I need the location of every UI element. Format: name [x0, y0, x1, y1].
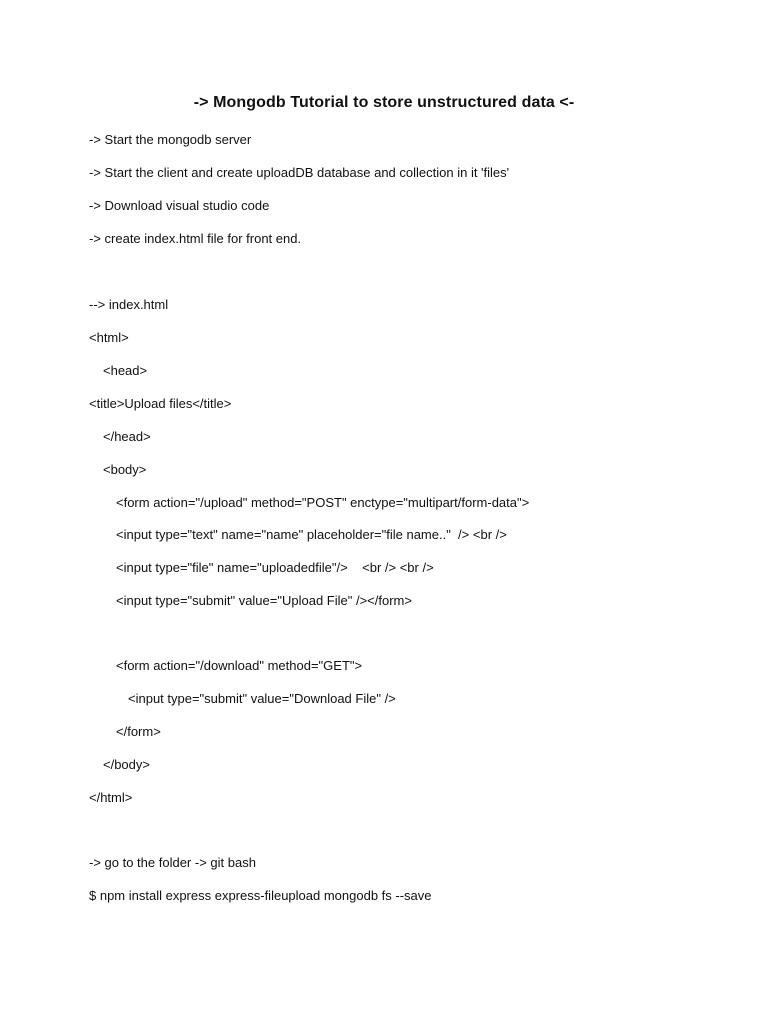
- code-line: </body>: [103, 757, 150, 772]
- npm-install-command: $ npm install express express-fileupload mongodb fs --save: [89, 888, 432, 903]
- code-line: <html>: [89, 330, 129, 345]
- code-line: <input type="file" name="uploadedfile"/> <br /> <br />: [116, 560, 434, 575]
- code-line: <body>: [103, 462, 147, 477]
- step-start-server: -> Start the mongodb server: [89, 132, 252, 147]
- code-line: <form action="/upload" method="POST" enctype="multipart/form-data">: [116, 495, 530, 510]
- code-line: <head>: [103, 363, 148, 378]
- code-line: </form>: [116, 724, 161, 739]
- step-create-database: -> Start the client and create uploadDB database and collection in it 'files': [89, 165, 510, 180]
- code-heading: --> index.html: [89, 297, 169, 312]
- step-download-vscode: -> Download visual studio code: [89, 198, 270, 213]
- code-line: </html>: [89, 790, 133, 805]
- code-line: <title>Upload files</title>: [89, 396, 232, 411]
- code-line: <form action="/download" method="GET">: [116, 658, 363, 673]
- page-title: -> Mongodb Tutorial to store unstructured data <-: [193, 94, 575, 111]
- code-line: <input type="submit" value="Download File" />: [128, 691, 396, 706]
- step-git-bash: -> go to the folder -> git bash: [89, 855, 256, 870]
- code-line: </head>: [103, 429, 151, 444]
- code-line: <input type="text" name="name" placeholder="file name.." /> <br />: [116, 527, 507, 542]
- step-create-index: -> create index.html file for front end.: [89, 231, 302, 246]
- code-line: <input type="submit" value="Upload File" /></form>: [116, 593, 412, 608]
